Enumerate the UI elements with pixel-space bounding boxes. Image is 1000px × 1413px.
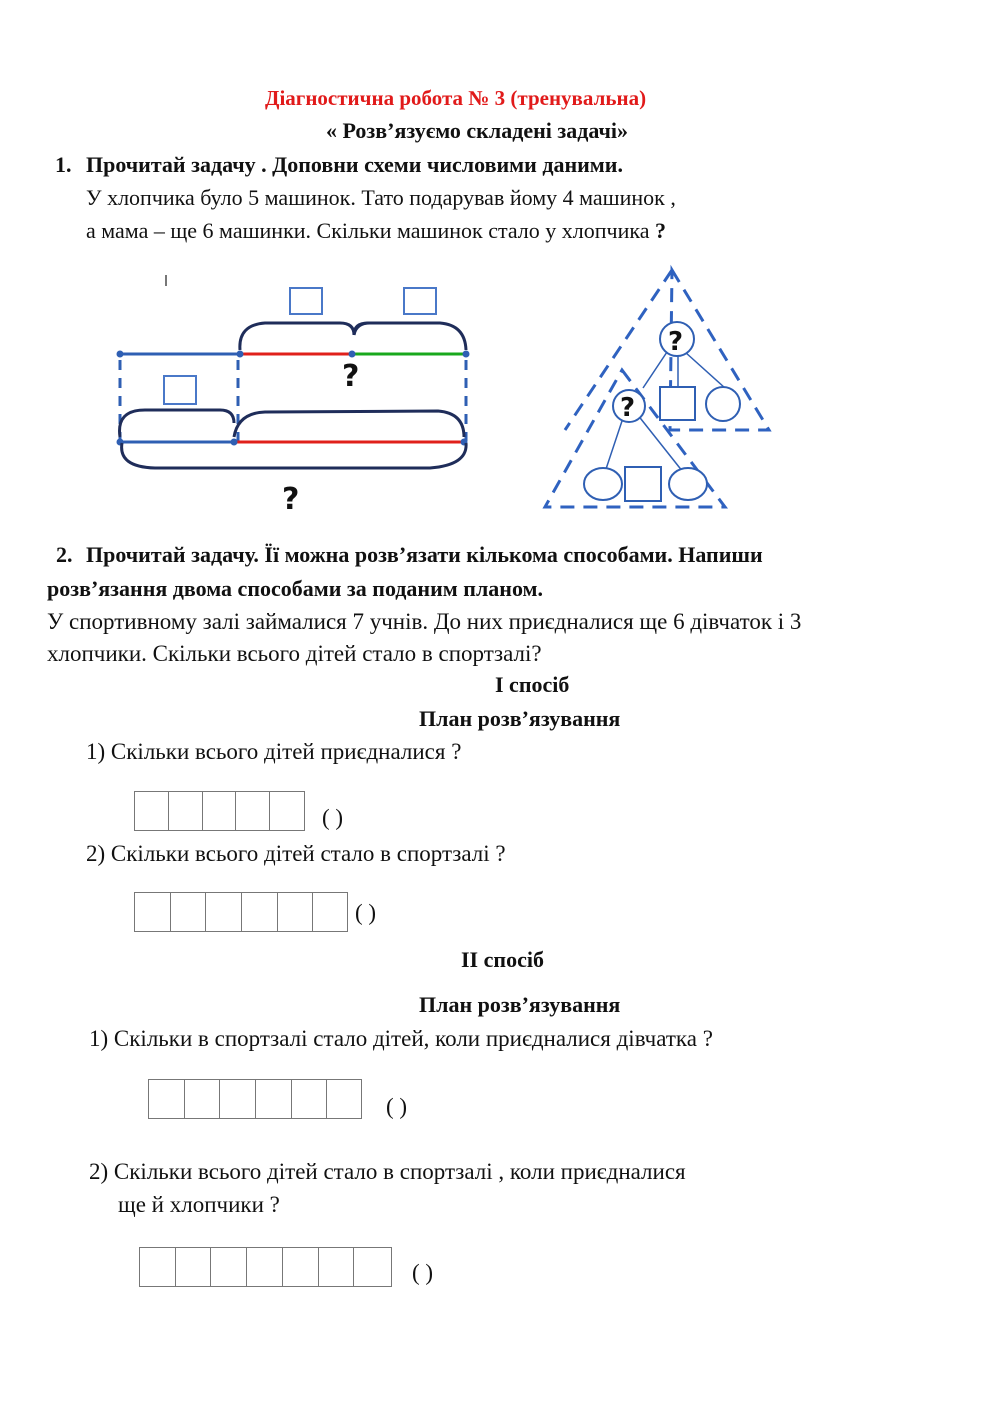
answer-cells[interactable] [139, 1247, 392, 1287]
answer-unit-parens: ( ) [386, 1094, 408, 1119]
method2-question-1: 1) Скільки в спортзалі стало дітей, коли приєдналися дівчатка ? [89, 1026, 713, 1051]
task2-text-line1: У спортивному залі займалися 7 учнів. До них приєдналися ще 6 дівчаток і 3 [47, 609, 802, 634]
task2-heading-line1: Прочитай задачу. Її можна розв’язати кількома способами. Напиши [86, 542, 763, 567]
answer-box[interactable] [625, 467, 661, 501]
question-mark: ? [282, 482, 300, 517]
segment-scheme [100, 265, 500, 525]
answer-box[interactable] [164, 376, 196, 404]
method2-label: ІІ спосіб [461, 947, 544, 972]
task2-text-line2: хлопчики. Скільки всього дітей стало в спортзалі? [47, 641, 542, 666]
task1-heading: Прочитай задачу . Доповни схеми числовими даними. [86, 152, 623, 177]
answer-cells[interactable] [134, 892, 348, 932]
node-circle [584, 468, 622, 500]
task1-text-line2: а мама – ще 6 машинки. Скільки машинок стало у хлопчика ? [86, 218, 666, 243]
answer-box[interactable] [290, 288, 322, 314]
method1-label: І спосіб [495, 672, 570, 697]
task1-number: 1. [55, 152, 72, 177]
task1-text-line1: У хлопчика було 5 машинок. Тато подарував йому 4 машинок , [86, 185, 676, 210]
svg-text:?: ? [620, 393, 636, 423]
task2-number: 2. [56, 542, 73, 567]
method1-question-1: 1) Скільки всього дітей приєдналися ? [86, 739, 462, 764]
brace-right [234, 411, 464, 437]
brace-bottom [122, 443, 466, 468]
answer-cells[interactable] [134, 791, 305, 831]
triangle-scheme [535, 262, 780, 512]
method1-question-2: 2) Скільки всього дітей стало в спортзалі ? [86, 841, 506, 866]
answer-box[interactable] [404, 288, 436, 314]
answer-unit-parens: ( ) [322, 805, 344, 830]
node-circle [669, 468, 707, 500]
brace-top [240, 323, 466, 350]
method1-plan-title: План розв’язування [419, 706, 621, 731]
question-mark: ? [342, 359, 360, 394]
brace-left [120, 410, 234, 437]
answer-unit-parens: ( ) [355, 900, 377, 925]
page-title: Діагностична робота № 3 (тренувальна) [265, 86, 647, 110]
answer-cells[interactable] [148, 1079, 362, 1119]
page-subtitle: « Розв’язуємо складені задачі» [326, 118, 628, 143]
task2-heading-line2: розв’язання двома способами за поданим планом. [47, 576, 544, 601]
method2-plan-title: План розв’язування [419, 992, 621, 1017]
answer-unit-parens: ( ) [412, 1260, 434, 1285]
node-circle [706, 387, 740, 421]
method2-question-2-line1: 2) Скільки всього дітей стало в спортзалі , коли приєдналися [89, 1159, 686, 1184]
method2-question-2-line2: ще й хлопчики ? [118, 1192, 280, 1217]
answer-box[interactable] [660, 387, 695, 420]
svg-text:?: ? [668, 327, 684, 357]
